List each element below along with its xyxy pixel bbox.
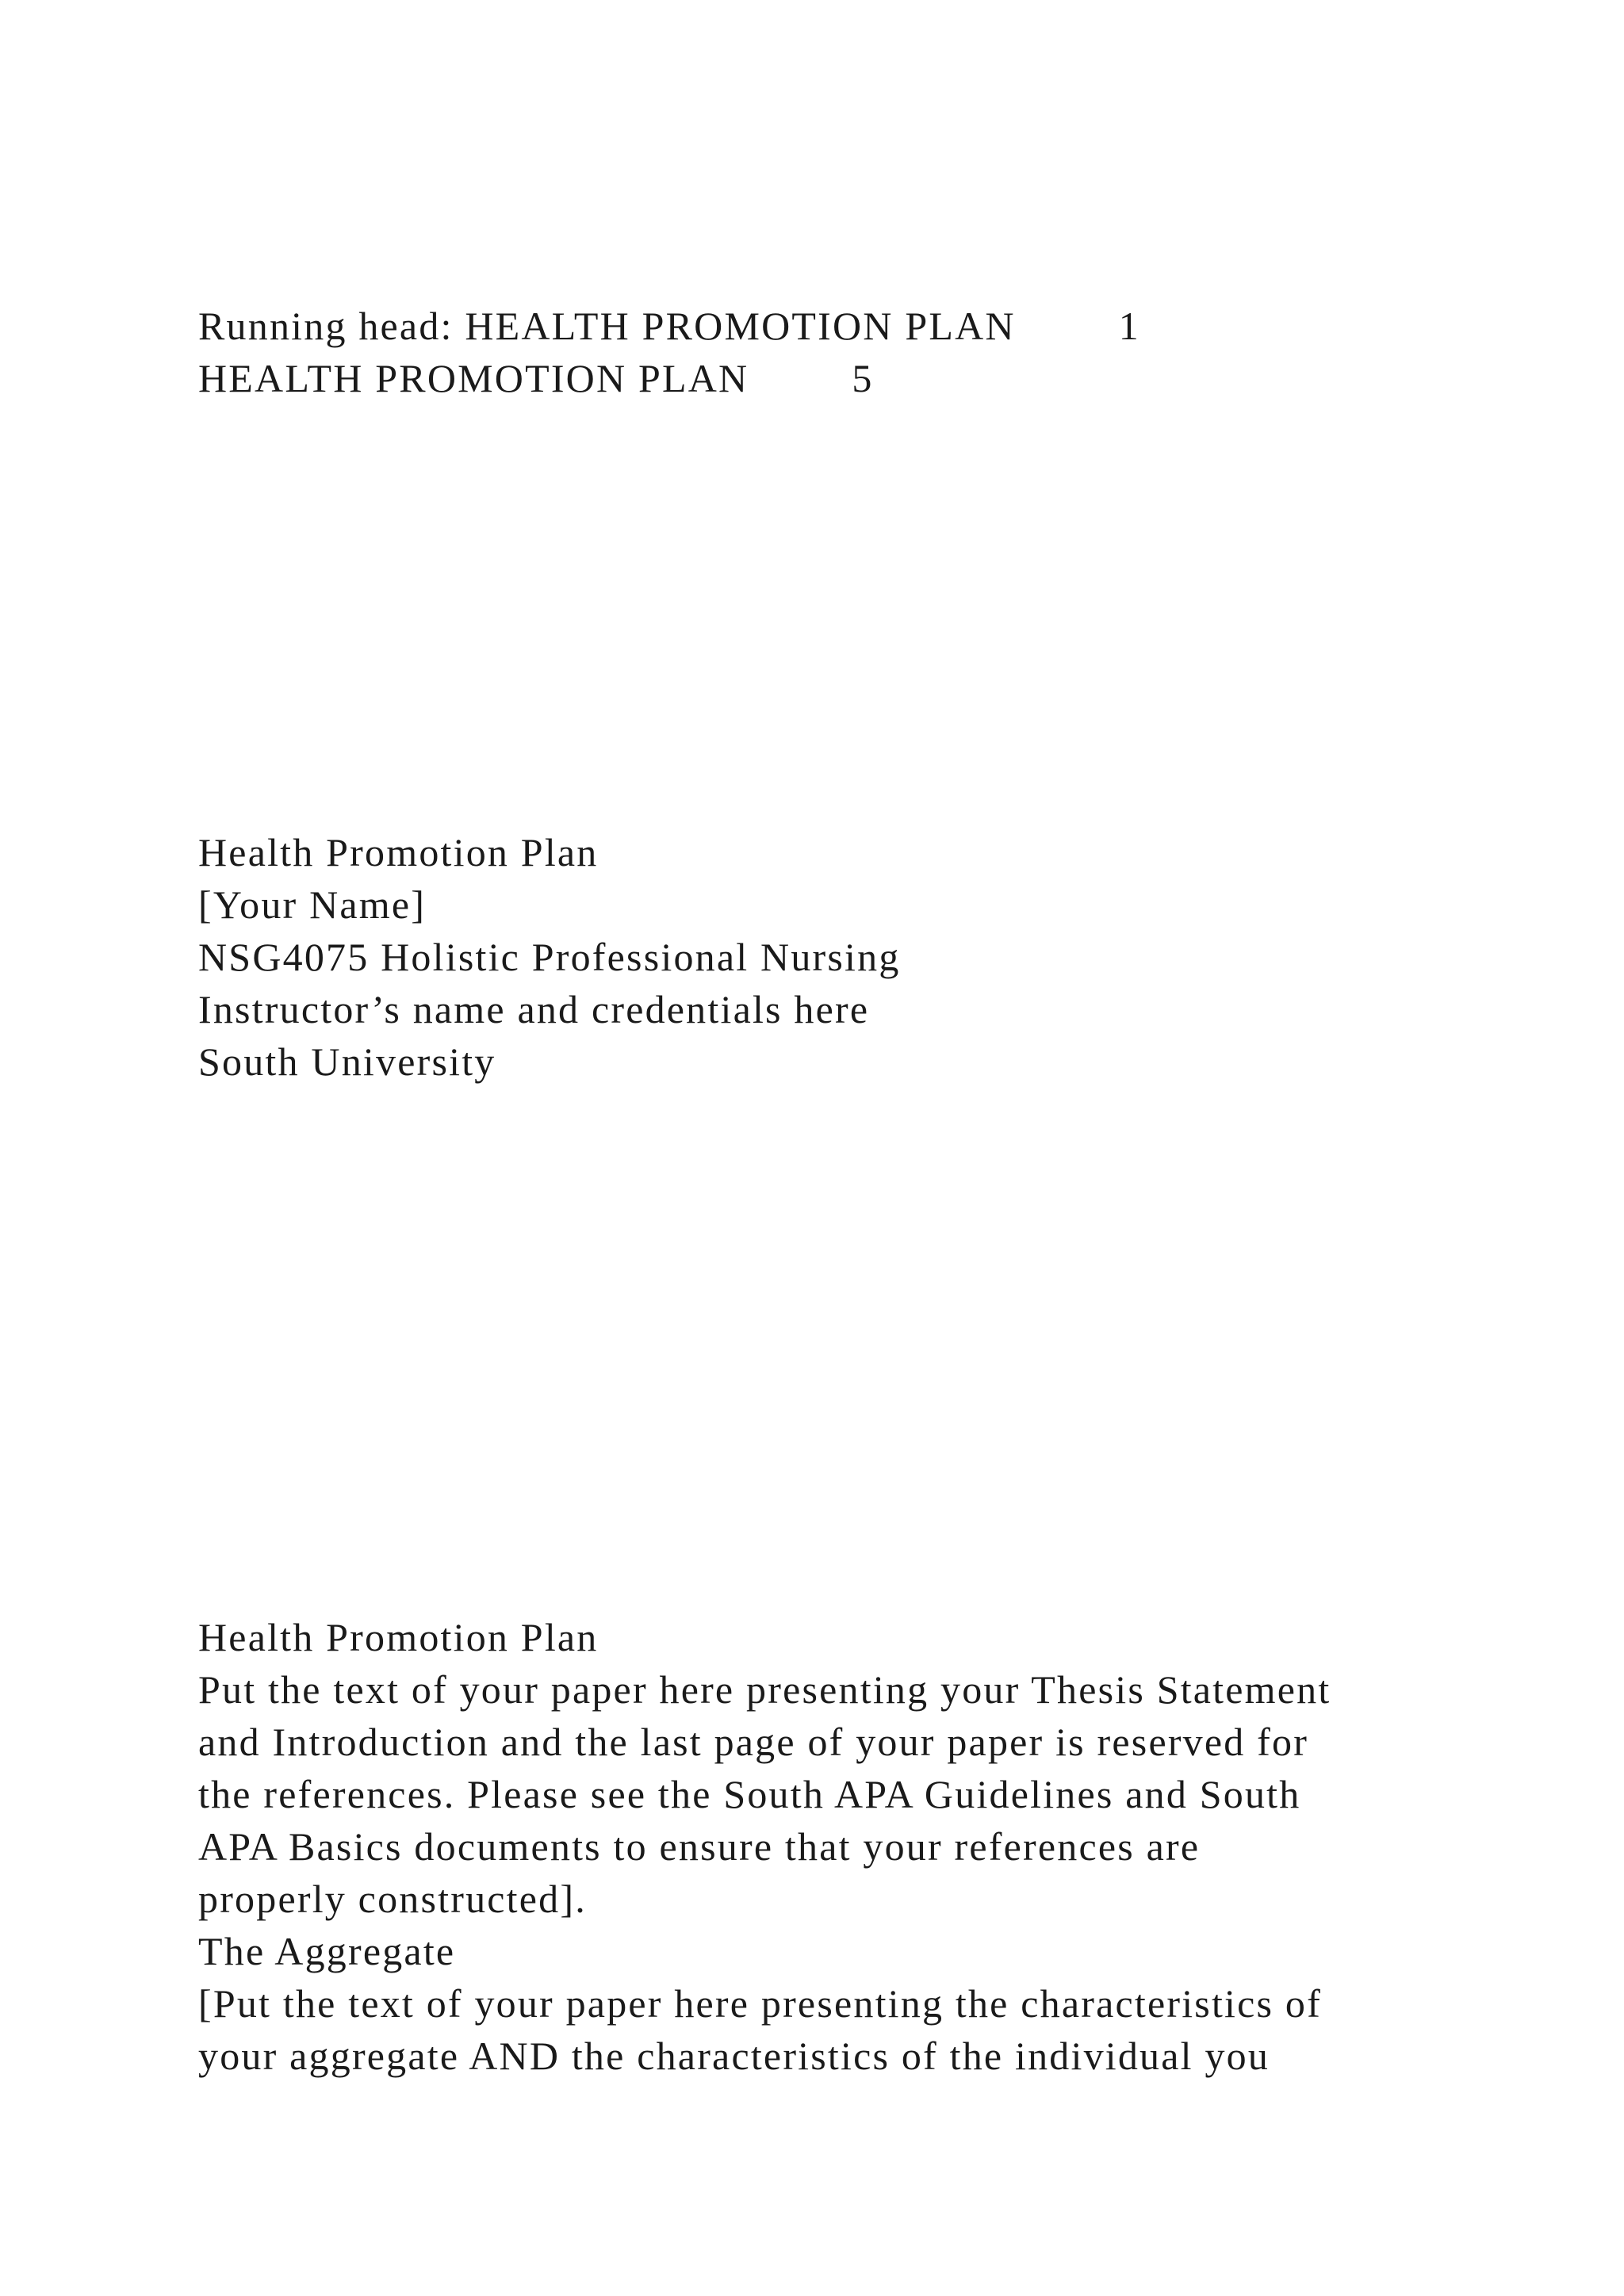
section-heading: The Aggregate (198, 1929, 456, 1973)
paragraph-line: and Introduction and the last page of your paper is reserved for (198, 1720, 1309, 1764)
running-head-text: Running head: HEALTH PROMOTION PLAN (198, 304, 1016, 348)
paragraph-line: APA Basics documents to ensure that your references are (198, 1824, 1201, 1869)
title-page-block (198, 826, 1546, 1088)
running-head-line (198, 300, 1546, 352)
paragraph-line: [Put the text of your paper here presenting the characteristics of (198, 1981, 1322, 2026)
paragraph-line: the references. Please see the South APA Guidelines and South (198, 1772, 1301, 1816)
institution-name: South University (198, 1039, 496, 1084)
short-title-line (198, 352, 1546, 404)
paper-title: Health Promotion Plan (198, 830, 599, 874)
page-header (198, 300, 1546, 404)
short-title-text: HEALTH PROMOTION PLAN (198, 356, 749, 400)
course-name: NSG4075 Holistic Professional Nursing (198, 935, 901, 979)
paragraph-line: your aggregate AND the characteristics of the individual you (198, 2034, 1270, 2078)
author-name: [Your Name] (198, 882, 427, 927)
body-heading: Health Promotion Plan (198, 1615, 599, 1659)
body-block (198, 1611, 1546, 2082)
page-number-first: 1 (1118, 304, 1140, 348)
paragraph-line: Put the text of your paper here presenting your Thesis Statement (198, 1667, 1331, 1712)
instructor-name: Instructor’s name and credentials here (198, 987, 870, 1031)
paragraph-line: properly constructed]. (198, 1877, 587, 1921)
page-number-current: 5 (852, 356, 874, 400)
